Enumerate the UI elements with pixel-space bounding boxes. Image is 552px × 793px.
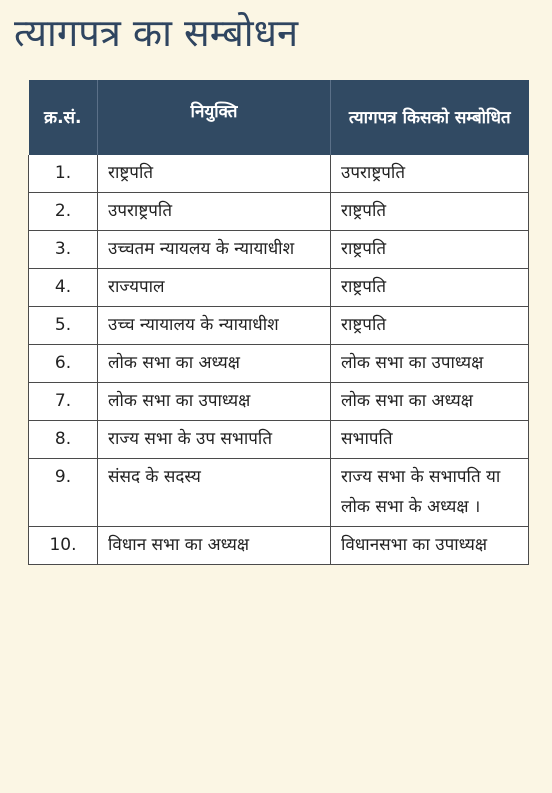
addressed-to-cell: राष्ट्रपति xyxy=(331,307,529,345)
appointment-cell: लोक सभा का उपाध्यक्ष xyxy=(98,383,331,421)
appointment-cell: उच्च न्यायालय के न्यायाधीश xyxy=(98,307,331,345)
addressed-to-cell: राष्ट्रपति xyxy=(331,231,529,269)
table-row xyxy=(29,345,529,383)
serial-cell: 10. xyxy=(29,527,98,565)
addressed-to-cell: राष्ट्रपति xyxy=(331,269,529,307)
addressed-to-cell: उपराष्ट्रपति xyxy=(331,155,529,193)
serial-cell: 5. xyxy=(29,307,98,345)
serial-cell: 1. xyxy=(29,155,98,193)
appointment-cell: राज्य सभा के उप सभापति xyxy=(98,421,331,459)
table-row xyxy=(29,231,529,269)
addressed-to-cell: राष्ट्रपति xyxy=(331,193,529,231)
table-row xyxy=(29,193,529,231)
table-header-row xyxy=(29,80,529,155)
table-row xyxy=(29,421,529,459)
table-row xyxy=(29,383,529,421)
serial-cell: 8. xyxy=(29,421,98,459)
appointment-cell: राष्ट्रपति xyxy=(98,155,331,193)
serial-cell: 6. xyxy=(29,345,98,383)
addressed-to-cell: लोक सभा का उपाध्यक्ष xyxy=(331,345,529,383)
page-title: त्यागपत्र का सम्बोधन xyxy=(14,11,299,55)
addressed-to-header: त्यागपत्र किसको सम्बोधित xyxy=(331,80,529,155)
serial-cell: 9. xyxy=(29,459,98,527)
table-row xyxy=(29,527,529,565)
serial-cell: 7. xyxy=(29,383,98,421)
resignation-table xyxy=(28,80,529,565)
addressed-to-cell: राज्य सभा के सभापति या लोक सभा के अध्यक्ष । xyxy=(331,459,529,527)
appointment-cell: राज्यपाल xyxy=(98,269,331,307)
addressed-to-cell: लोक सभा का अध्यक्ष xyxy=(331,383,529,421)
addressed-to-cell: विधानसभा का उपाध्यक्ष xyxy=(331,527,529,565)
table-row xyxy=(29,459,529,527)
appointment-cell: उच्चतम न्यायलय के न्यायाधीश xyxy=(98,231,331,269)
appointment-cell: संसद के सदस्य xyxy=(98,459,331,527)
appointment-cell: लोक सभा का अध्यक्ष xyxy=(98,345,331,383)
appointment-cell: उपराष्ट्रपति xyxy=(98,193,331,231)
serial-header: क्र.सं. xyxy=(29,80,98,155)
table-row xyxy=(29,307,529,345)
appointment-cell: विधान सभा का अध्यक्ष xyxy=(98,527,331,565)
table-row xyxy=(29,155,529,193)
addressed-to-cell: सभापति xyxy=(331,421,529,459)
table-row xyxy=(29,269,529,307)
serial-cell: 4. xyxy=(29,269,98,307)
appointment-header: नियुक्ति xyxy=(98,80,331,155)
serial-cell: 3. xyxy=(29,231,98,269)
serial-cell: 2. xyxy=(29,193,98,231)
